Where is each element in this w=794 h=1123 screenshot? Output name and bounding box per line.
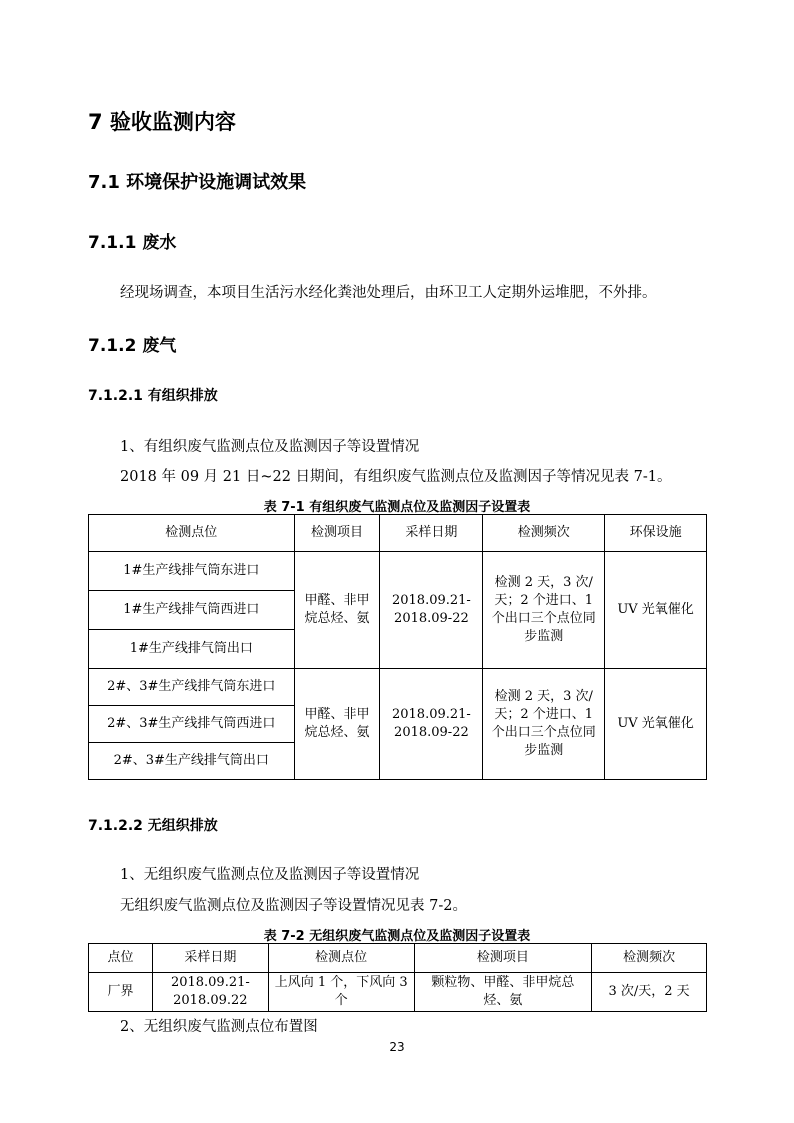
point-cell: 2#、3#生产线排气筒东进口 (89, 669, 295, 706)
header-cell: 检测频次 (592, 944, 707, 973)
header-cell: 采样日期 (152, 944, 268, 973)
facility-cell: UV 光氧催化 (605, 669, 707, 780)
header-cell: 检测频次 (483, 515, 605, 552)
date-cell: 2018.09.21-2018.09.22 (152, 973, 268, 1012)
header-cell: 检测点位 (89, 515, 295, 552)
unorganized-paragraph: 无组织废气监测点位及监测因子等设置情况见表 7-2。 (120, 898, 467, 914)
header-cell: 采样日期 (380, 515, 483, 552)
subsection-wastewater-title: 7.1.1 废水 (88, 233, 177, 253)
subsection-gas-title: 7.1.2 废气 (88, 336, 177, 356)
header-cell: 检测项目 (294, 515, 380, 552)
freq-cell: 3 次/天，2 天 (592, 973, 707, 1012)
wastewater-paragraph: 经现场调查，本项目生活污水经化粪池处理后，由环卫工人定期外运堆肥，不外排。 (120, 285, 657, 301)
table-7-2 (88, 943, 707, 1012)
item-cell: 颗粒物、甲醛、非甲烷总烃、氨 (414, 973, 592, 1012)
table-7-1-caption: 表 7-1 有组织废气监测点位及监测因子设置表 (263, 500, 531, 515)
point-cell: 2#、3#生产线排气筒出口 (89, 743, 295, 780)
table-row (89, 973, 707, 1012)
item-cell: 甲醛、非甲烷总烃、氨 (294, 669, 380, 780)
section-title: 7.1 环境保护设施调试效果 (88, 172, 307, 193)
point-cell: 1#生产线排气筒西进口 (89, 591, 295, 630)
unorganized-item2: 2、无组织废气监测点位布置图 (120, 1019, 318, 1035)
point-cell: 1#生产线排气筒东进口 (89, 552, 295, 591)
header-cell: 环保设施 (605, 515, 707, 552)
freq-cell: 检测 2 天，3 次/天；2 个进口、1 个出口三个点位同步监测 (483, 669, 605, 780)
page-number: 23 (389, 1040, 405, 1054)
point-cell: 上风向 1 个，下风向 3 个 (268, 973, 414, 1012)
table-header-row (89, 515, 707, 552)
organized-item1: 1、有组织废气监测点位及监测因子等设置情况 (120, 439, 420, 455)
table-7-1 (88, 514, 707, 780)
unorganized-item1: 1、无组织废气监测点位及监测因子等设置情况 (120, 867, 420, 883)
table-row (89, 669, 707, 706)
location-cell: 厂界 (89, 973, 153, 1012)
table-7-2-caption: 表 7-2 无组织废气监测点位及监测因子设置表 (263, 929, 531, 944)
chapter-title: 7 验收监测内容 (88, 110, 236, 134)
date-cell: 2018.09.21-2018.09-22 (380, 552, 483, 669)
item-cell: 甲醛、非甲烷总烃、氨 (294, 552, 380, 669)
organized-title: 7.1.2.1 有组织排放 (88, 388, 218, 404)
header-cell: 检测点位 (268, 944, 414, 973)
date-cell: 2018.09.21-2018.09-22 (380, 669, 483, 780)
header-cell: 点位 (89, 944, 153, 973)
organized-paragraph: 2018 年 09 月 21 日~22 日期间，有组织废气监测点位及监测因子等情况见表 7-1。 (120, 469, 672, 485)
header-cell: 检测项目 (414, 944, 592, 973)
freq-cell: 检测 2 天，3 次/天；2 个进口、1 个出口三个点位同步监测 (483, 552, 605, 669)
table-header-row (89, 944, 707, 973)
facility-cell: UV 光氧催化 (605, 552, 707, 669)
unorganized-title: 7.1.2.2 无组织排放 (88, 818, 218, 834)
table-row (89, 552, 707, 591)
point-cell: 1#生产线排气筒出口 (89, 630, 295, 669)
point-cell: 2#、3#生产线排气筒西进口 (89, 706, 295, 743)
